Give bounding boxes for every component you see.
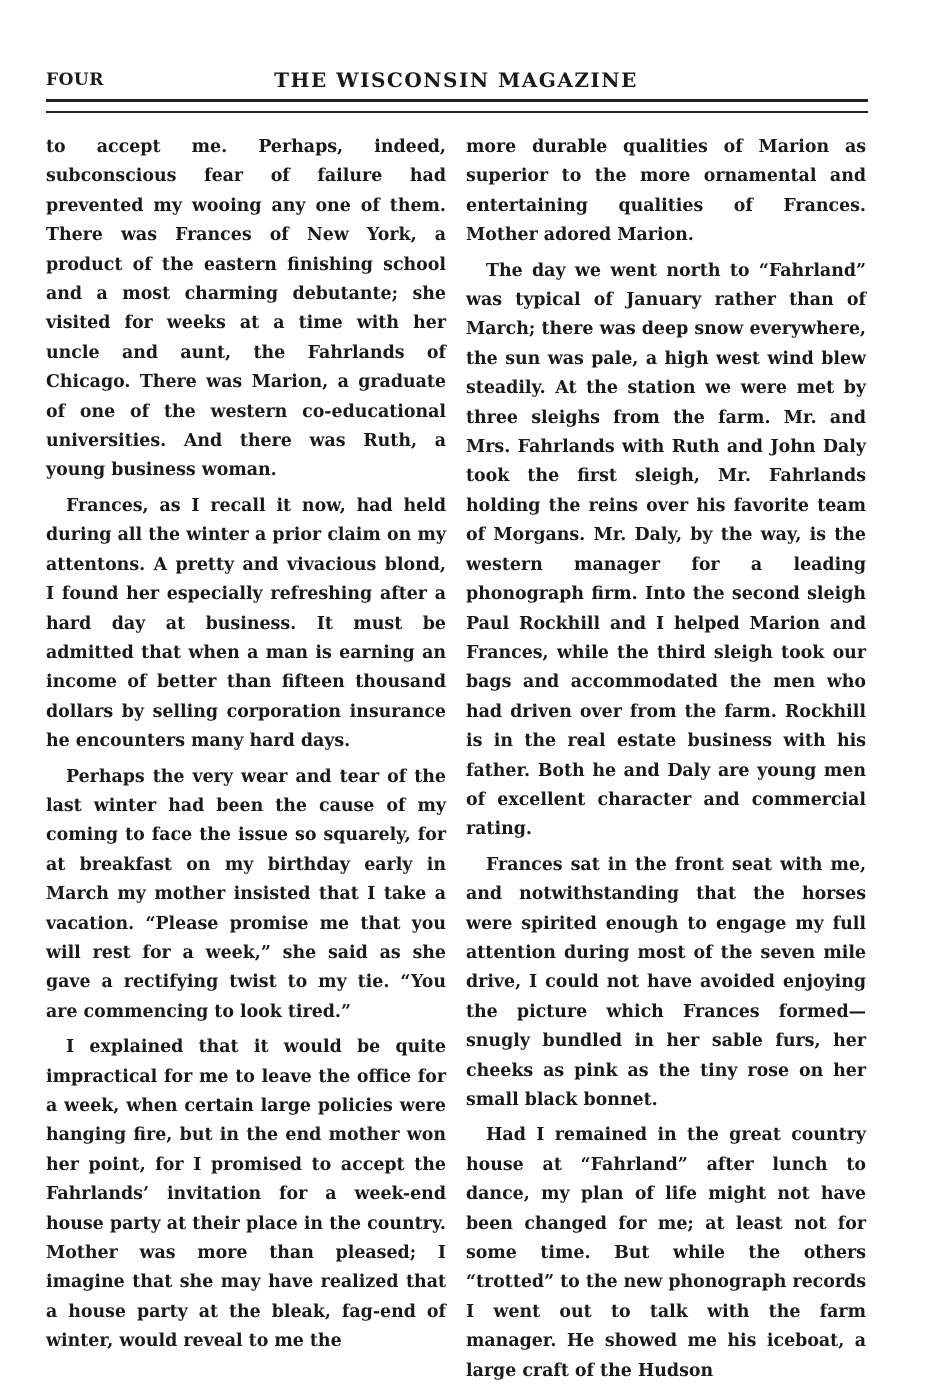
left-column <box>46 133 446 1363</box>
paragraph: Perhaps the very wear and tear of the last winter had been the cause of my coming to face the issue so squarely, for at breakfast on my birthday early in March my mother insisted that I take a vacation. “Please promise me that you will rest for a week,” she said as she gave a rectifying twist to my tie. “You are commencing to look tired.” <box>46 766 446 1022</box>
paragraph: I explained that it would be quite impractical for me to leave the office for a week, when certain large policies were hanging fire, but in the end mother won her point, for I promised to accept the Fahrlands’ invitation for a week-end house party at their place in the country. Mother was more than pleased; I imagine that she may have realized that a house party at the bleak, fag-end of winter, would reveal to me the <box>46 1037 446 1352</box>
page-number-label: FOUR <box>46 70 104 90</box>
header-rule <box>46 99 868 113</box>
paragraph: Frances, as I recall it now, had held during all the winter a prior claim on my attentons. A pretty and vivacious blond, I found her especially refreshing after a hard day at business. It must be admitted that when a man is earning an income of better than fifteen thousand dollars by selling corporation insurance he encounters many hard days. <box>46 495 446 752</box>
paragraph: more durable qualities of Marion as superior to the more ornamental and entertaining qualities of Frances. Mother adored Marion. <box>466 137 866 246</box>
paragraph: The day we went north to “Fahrland” was typical of January rather than of March; there was deep snow everywhere, the sun was pale, a high west wind blew steadily. At the station we were met by three sleighs from the farm. Mr. and Mrs. Fahrlands with Ruth and John Daly took the first sleigh, Mr. Fahrlands holding the reins over his favorite team of Morgans. Mr. Daly, by the way, is the western manager for a leading phonograph firm. Into the second sleigh Paul Rockhill and I helped Marion and Frances, while the third sleigh took our bags and accommodated the men who had driven over from the farm. Rockhill is in the real estate business with his father. Both he and Daly are young men of excellent character and commercial rating. <box>466 260 866 840</box>
paragraph: Had I remained in the great country house at “Fahrland” after lunch to dance, my plan of life might not have been changed for me; at least not for some time. But while the others “trotted” to the new phonograph records I went out to talk with the farm manager. He showed me his iceboat, a large craft of the Hudson <box>466 1125 866 1381</box>
magazine-title: THE WISCONSIN MAGAZINE <box>274 68 638 92</box>
paragraph: to accept me. Perhaps, indeed, subconscious fear of failure had prevented my wooing any one of them. There was Frances of New York, a product of the eastern finishing school and a most charming debutante; she visited for weeks at a time with her uncle and aunt, the Fahrlands of Chicago. There was Marion, a graduate of one of the western co-educational universities. And there was Ruth, a young business woman. <box>46 137 446 481</box>
right-column <box>466 133 866 1392</box>
page-header <box>46 66 866 96</box>
paragraph: Frances sat in the front seat with me, and notwithstanding that the horses were spirited enough to engage my full attention during most of the seven mile drive, I could not have avoided enjoying the picture which Frances formed—snugly bundled in her sable furs, her cheeks as pink as the tiny rose on her small black bonnet. <box>466 854 866 1110</box>
